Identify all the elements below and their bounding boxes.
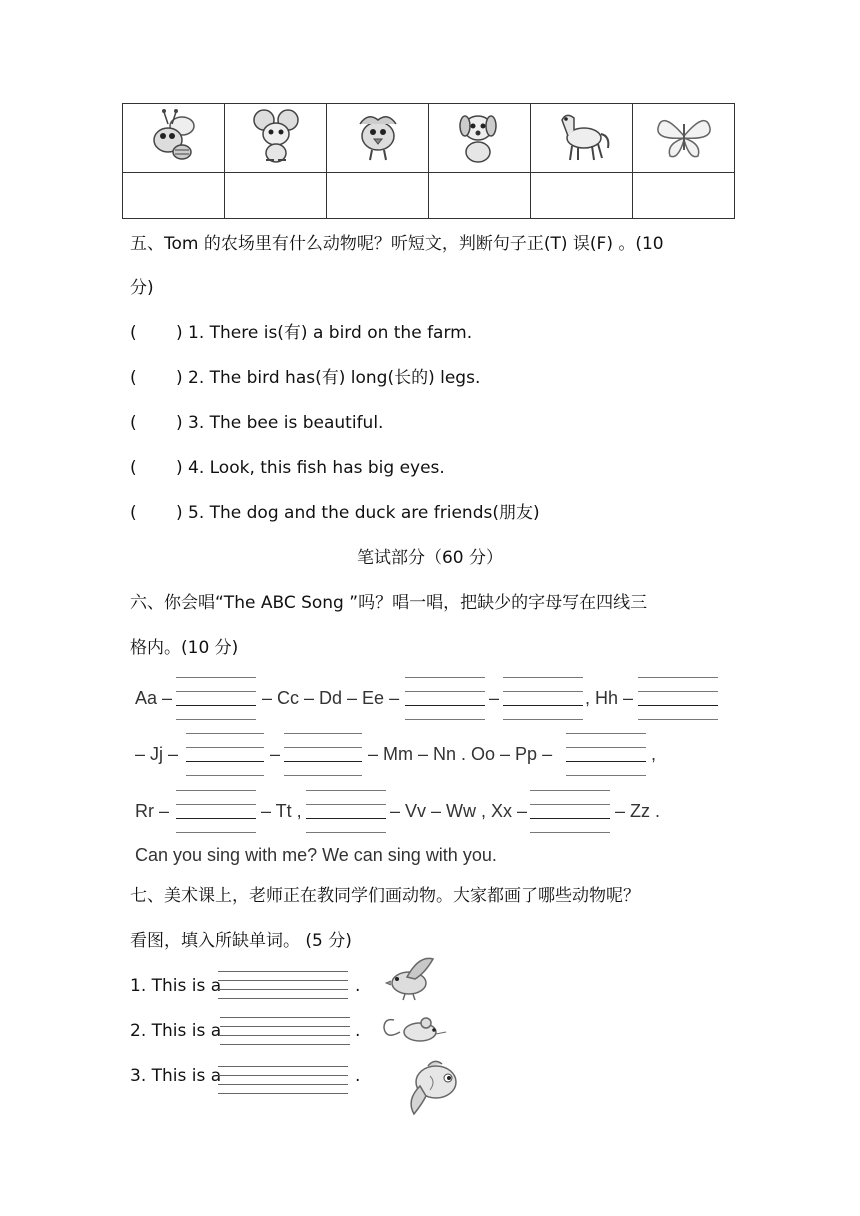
answer-cell[interactable] bbox=[123, 173, 225, 219]
alphabet-text: – Jj – bbox=[135, 744, 179, 764]
written-part-heading: 笔试部分（60 分） bbox=[356, 548, 504, 568]
answer-paren-close: ) bbox=[176, 323, 183, 343]
letter-slot-q[interactable] bbox=[566, 733, 646, 775]
mouse-icon bbox=[380, 1014, 450, 1046]
table-cell bbox=[429, 104, 531, 173]
letter-slot-f[interactable] bbox=[405, 677, 485, 719]
letter-slot-g[interactable] bbox=[503, 677, 583, 719]
butterfly-icon bbox=[652, 106, 716, 166]
letter-slot-u[interactable] bbox=[306, 790, 386, 832]
section5-title: 五、Tom 的农场里有什么动物呢？听短文，判断句子正(T) 误(F) 。(10 bbox=[130, 234, 664, 254]
bird-icon bbox=[346, 106, 410, 166]
letter-slot-y[interactable] bbox=[530, 790, 610, 832]
answer-paren-close: ) bbox=[176, 458, 183, 478]
dog-icon bbox=[448, 106, 512, 166]
horse-icon bbox=[550, 106, 614, 166]
alphabet-text: – Cc – Dd – Ee – bbox=[262, 688, 400, 708]
alphabet-text: – Zz . bbox=[615, 801, 661, 821]
answer-paren-open[interactable]: ( bbox=[130, 323, 137, 343]
sentence-text: 2. This is a bbox=[130, 1021, 222, 1041]
section7-title-cont: 看图，填入所缺单词。 (5 分) bbox=[130, 931, 352, 951]
section6-title: 六、你会唱“The ABC Song ”吗？唱一唱，把缺少的字母写在四线三 bbox=[130, 593, 648, 613]
alphabet-text: Aa – bbox=[135, 688, 173, 708]
table-cell bbox=[531, 104, 633, 173]
sentence-text: 1. This is a bbox=[130, 976, 222, 996]
alphabet-text: – bbox=[270, 744, 281, 764]
table-cell bbox=[225, 104, 327, 173]
alphabet-text: – bbox=[489, 688, 500, 708]
letter-slot-s[interactable] bbox=[176, 790, 256, 832]
table-cell bbox=[327, 104, 429, 173]
word-slot[interactable] bbox=[218, 1066, 348, 1094]
answer-paren-close: ) bbox=[176, 368, 183, 388]
answer-cell[interactable] bbox=[327, 173, 429, 219]
answer-paren-open[interactable]: ( bbox=[130, 368, 137, 388]
animal-picture-table bbox=[122, 103, 735, 219]
alphabet-text: – Tt , bbox=[261, 801, 302, 821]
answer-paren-close: ) bbox=[176, 413, 183, 433]
alphabet-text: , bbox=[651, 744, 657, 764]
statement-text: 5. The dog and the duck are friends(朋友) bbox=[188, 503, 540, 523]
fish-icon bbox=[400, 1056, 464, 1120]
answer-cell[interactable] bbox=[429, 173, 531, 219]
statement-text: 4. Look, this fish has big eyes. bbox=[188, 458, 445, 478]
bird-icon bbox=[385, 953, 441, 1001]
alphabet-text: Rr – bbox=[135, 801, 170, 821]
answer-cell[interactable] bbox=[531, 173, 633, 219]
section6-title-cont: 格内。(10 分) bbox=[130, 638, 239, 658]
mouse-icon bbox=[244, 106, 308, 166]
answer-paren-open[interactable]: ( bbox=[130, 413, 137, 433]
answer-paren-open[interactable]: ( bbox=[130, 458, 137, 478]
section5-title-cont: 分) bbox=[130, 278, 154, 298]
bee-icon bbox=[142, 106, 206, 166]
table-cell bbox=[123, 104, 225, 173]
letter-slot-k[interactable] bbox=[186, 733, 264, 775]
alphabet-text: – Vv – Ww , Xx – bbox=[390, 801, 528, 821]
word-slot[interactable] bbox=[220, 1017, 350, 1045]
sentence-text: 3. This is a bbox=[130, 1066, 222, 1086]
letter-slot-i[interactable] bbox=[638, 677, 718, 719]
section7-title: 七、美术课上，老师正在教同学们画动物。大家都画了哪些动物呢？ bbox=[130, 886, 640, 906]
answer-paren-close: ) bbox=[176, 503, 183, 523]
alphabet-text: – Mm – Nn . Oo – Pp – bbox=[368, 744, 553, 764]
answer-cell[interactable] bbox=[225, 173, 327, 219]
letter-slot-b[interactable] bbox=[176, 677, 256, 719]
letter-slot-l[interactable] bbox=[284, 733, 362, 775]
statement-text: 3. The bee is beautiful. bbox=[188, 413, 384, 433]
statement-text: 2. The bird has(有) long(长的) legs. bbox=[188, 368, 481, 388]
song-line: Can you sing with me? We can sing with you. bbox=[135, 845, 497, 865]
alphabet-text: , Hh – bbox=[585, 688, 634, 708]
period: . bbox=[355, 1021, 361, 1041]
table-cell bbox=[633, 104, 735, 173]
period: . bbox=[355, 976, 361, 996]
statement-text: 1. There is(有) a bird on the farm. bbox=[188, 323, 473, 343]
period: . bbox=[355, 1066, 361, 1086]
word-slot[interactable] bbox=[218, 971, 348, 999]
answer-paren-open[interactable]: ( bbox=[130, 503, 137, 523]
answer-cell[interactable] bbox=[633, 173, 735, 219]
